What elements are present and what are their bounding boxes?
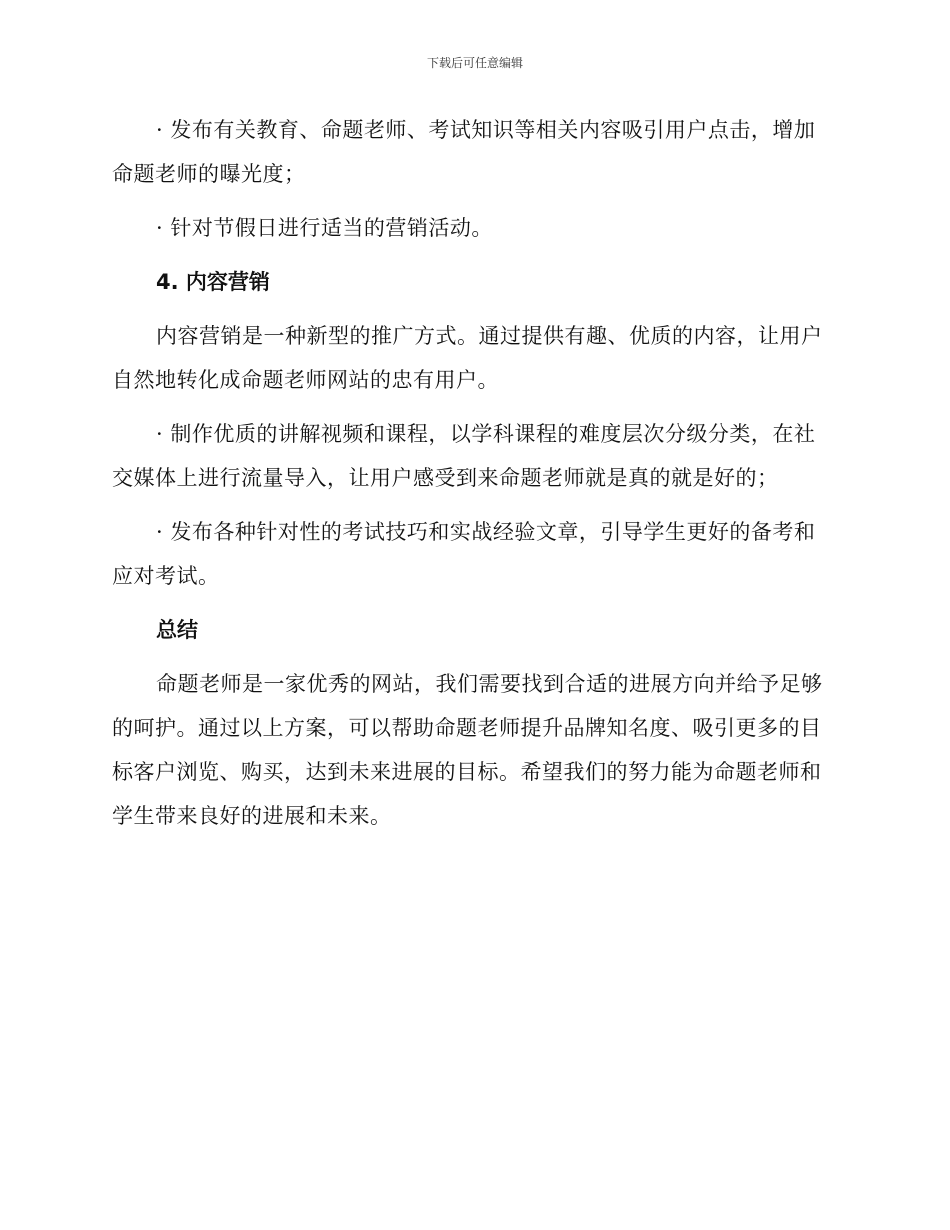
document-body	[112, 108, 836, 838]
para-summary: 命题老师是一家优秀的网站，我们需要找到合适的进展方向并给予足够的呵护。通过以上方案，可以帮助命题老师提升品牌知名度、吸引更多的目标客户浏览、购买，达到未来进展的目标。希望我们的努力能为命题老师和学生带来良好的进展和未来。	[112, 672, 823, 828]
bullet-exam-articles: · 发布各种针对性的考试技巧和实战经验文章，引导学生更好的备考和应对考试。	[112, 520, 816, 588]
heading-content-marketing: 4. 内容营销	[156, 270, 270, 294]
bullet-holiday-marketing: · 针对节假日进行适当的营销活动。	[156, 216, 493, 240]
bullet-videos-courses: · 制作优质的讲解视频和课程，以学科课程的难度层次分级分类，在社交媒体上进行流量导入，让用户感受到来命题老师就是真的就是好的；	[112, 422, 816, 490]
header-note: 下载后可任意编辑	[426, 56, 523, 70]
para-content-marketing: 内容营销是一种新型的推广方式。通过提供有趣、优质的内容，让用户自然地转化成命题老师网站的忠有用户。	[112, 324, 823, 392]
heading-summary: 总结	[156, 618, 198, 642]
bullet-publish-content: · 发布有关教育、命题老师、考试知识等相关内容吸引用户点击，增加命题老师的曝光度；	[112, 118, 816, 186]
